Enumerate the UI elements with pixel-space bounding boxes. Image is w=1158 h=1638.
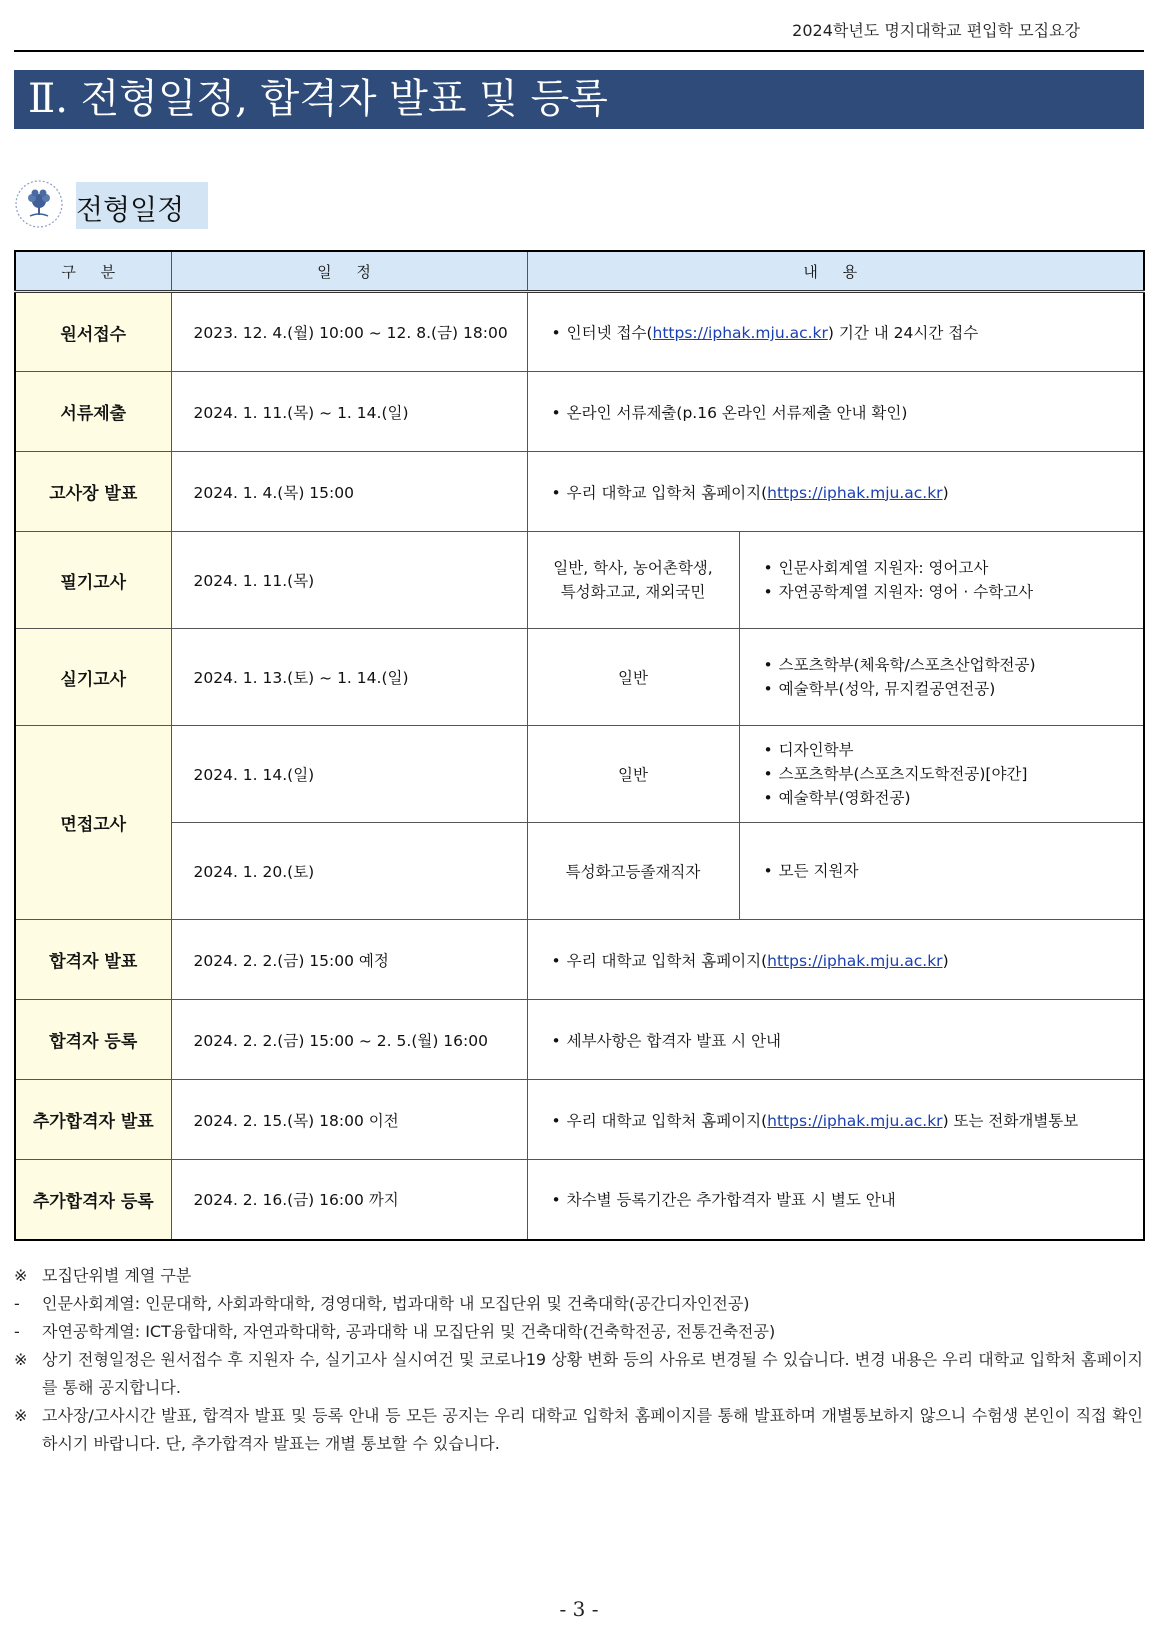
row-details: • 스포츠학부(체육학/스포츠산업학전공) • 예술학부(성악, 뮤지컬공연전공)	[739, 629, 1144, 726]
row-date: 2024. 1. 11.(목)	[171, 532, 527, 629]
admissions-link[interactable]: https://iphak.mju.ac.kr	[767, 951, 943, 970]
row-content: • 우리 대학교 입학처 홈페이지(https://iphak.mju.ac.kr)	[527, 452, 1144, 532]
table-row	[15, 452, 1144, 532]
row-target: 일반	[527, 629, 739, 726]
note-item: ※ 고사장/고사시간 발표, 합격자 발표 및 등록 안내 등 모든 공지는 우리 대학교 입학처 홈페이지를 통해 발표하며 개별통보하지 않으니 수험생 본인이 직접 확인하시기 바랍니다. 단, 추가합격자 발표는 개별 통보할 수 있습니다.	[14, 1402, 1143, 1458]
header-rule	[14, 50, 1144, 52]
row-target: 특성화고등졸재직자	[527, 823, 739, 920]
row-content: • 세부사항은 합격자 발표 시 안내	[527, 1000, 1144, 1080]
table-row	[15, 532, 1144, 629]
table-header-row	[15, 251, 1144, 292]
subsection-title: 전형일정	[76, 193, 185, 226]
row-label: 필기고사	[15, 532, 171, 629]
row-label: 추가합격자 등록	[15, 1160, 171, 1240]
row-date: 2024. 2. 2.(금) 15:00 ~ 2. 5.(월) 16:00	[171, 1000, 527, 1080]
row-label: 실기고사	[15, 629, 171, 726]
table-row	[15, 292, 1144, 372]
row-date: 2024. 2. 16.(금) 16:00 까지	[171, 1160, 527, 1240]
row-date: 2024. 1. 4.(목) 15:00	[171, 452, 527, 532]
note-marker: ※	[14, 1266, 28, 1285]
admissions-link[interactable]: https://iphak.mju.ac.kr	[652, 324, 828, 342]
table-row	[15, 1080, 1144, 1160]
row-label: 원서접수	[15, 292, 171, 372]
table-row	[15, 823, 1144, 920]
row-content: • 차수별 등록기간은 추가합격자 발표 시 별도 안내	[527, 1160, 1144, 1240]
row-label: 고사장 발표	[15, 452, 171, 532]
row-date: 2024. 1. 20.(토)	[171, 823, 527, 920]
admissions-link[interactable]: https://iphak.mju.ac.kr	[767, 483, 943, 502]
admissions-link[interactable]: https://iphak.mju.ac.kr	[767, 1111, 943, 1130]
note-marker: ※	[14, 1406, 28, 1425]
row-label: 합격자 등록	[15, 1000, 171, 1080]
row-date: 2024. 1. 11.(목) ~ 1. 14.(일)	[171, 372, 527, 452]
running-header: 2024학년도 명지대학교 편입학 모집요강	[792, 21, 1080, 40]
table-row	[15, 726, 1144, 823]
row-date: 2023. 12. 4.(월) 10:00 ~ 12. 8.(금) 18:00	[171, 292, 527, 372]
row-details: • 모든 지원자	[739, 823, 1144, 920]
schedule-table	[14, 250, 1145, 1241]
notes-section	[14, 1262, 1143, 1458]
note-subitem: - 자연공학계열: ICT융합대학, 자연과학대학, 공과대학 내 모집단위 및 건축대학(건축학전공, 전통건축전공)	[14, 1318, 1143, 1346]
table-row	[15, 1160, 1144, 1240]
page-number: - 3 -	[559, 1597, 599, 1621]
note-dash: -	[14, 1294, 20, 1313]
note-marker: ※	[14, 1350, 28, 1369]
note-item: ※ 상기 전형일정은 원서접수 후 지원자 수, 실기고사 실시여건 및 코로나19 상황 변화 등의 사유로 변경될 수 있습니다. 변경 내용은 우리 대학교 입학처 홈페이지를 통해 공지합니다.	[14, 1346, 1143, 1402]
row-label: 추가합격자 발표	[15, 1080, 171, 1160]
row-date: 2024. 1. 13.(토) ~ 1. 14.(일)	[171, 629, 527, 726]
row-label: 합격자 발표	[15, 920, 171, 1000]
header-schedule: 일 정	[171, 251, 527, 292]
row-content: • 인터넷 접수(https://iphak.mju.ac.kr) 기간 내 24시간 접수	[527, 292, 1144, 372]
table-row	[15, 1000, 1144, 1080]
row-details: • 인문사회계열 지원자: 영어고사 • 자연공학계열 지원자: 영어 · 수학고사	[739, 532, 1144, 629]
row-content: • 우리 대학교 입학처 홈페이지(https://iphak.mju.ac.kr) 또는 전화개별통보	[527, 1080, 1144, 1160]
row-target: 일반	[527, 726, 739, 823]
row-label: 서류제출	[15, 372, 171, 452]
table-row	[15, 629, 1144, 726]
section-title: Ⅱ. 전형일정, 합격자 발표 및 등록	[14, 70, 1144, 129]
row-content: • 우리 대학교 입학처 홈페이지(https://iphak.mju.ac.kr)	[527, 920, 1144, 1000]
row-date: 2024. 1. 14.(일)	[171, 726, 527, 823]
row-date: 2024. 2. 2.(금) 15:00 예정	[171, 920, 527, 1000]
row-target: 일반, 학사, 농어촌학생, 특성화고교, 재외국민	[527, 532, 739, 629]
table-row	[15, 372, 1144, 452]
note-subitem: - 인문사회계열: 인문대학, 사회과학대학, 경영대학, 법과대학 내 모집단위 및 건축대학(공간디자인전공)	[14, 1290, 1143, 1318]
header-content: 내 용	[527, 251, 1144, 292]
table-row	[15, 920, 1144, 1000]
row-details: • 디자인학부 • 스포츠학부(스포츠지도학전공)[야간] • 예술학부(영화전공)	[739, 726, 1144, 823]
row-date: 2024. 2. 15.(목) 18:00 이전	[171, 1080, 527, 1160]
row-label: 면접고사	[15, 726, 171, 920]
header-category: 구 분	[15, 251, 171, 292]
row-content: • 온라인 서류제출(p.16 온라인 서류제출 안내 확인)	[527, 372, 1144, 452]
note-item: ※ 모집단위별 계열 구분	[14, 1262, 1143, 1290]
university-emblem-icon	[14, 179, 64, 229]
note-dash: -	[14, 1322, 20, 1341]
